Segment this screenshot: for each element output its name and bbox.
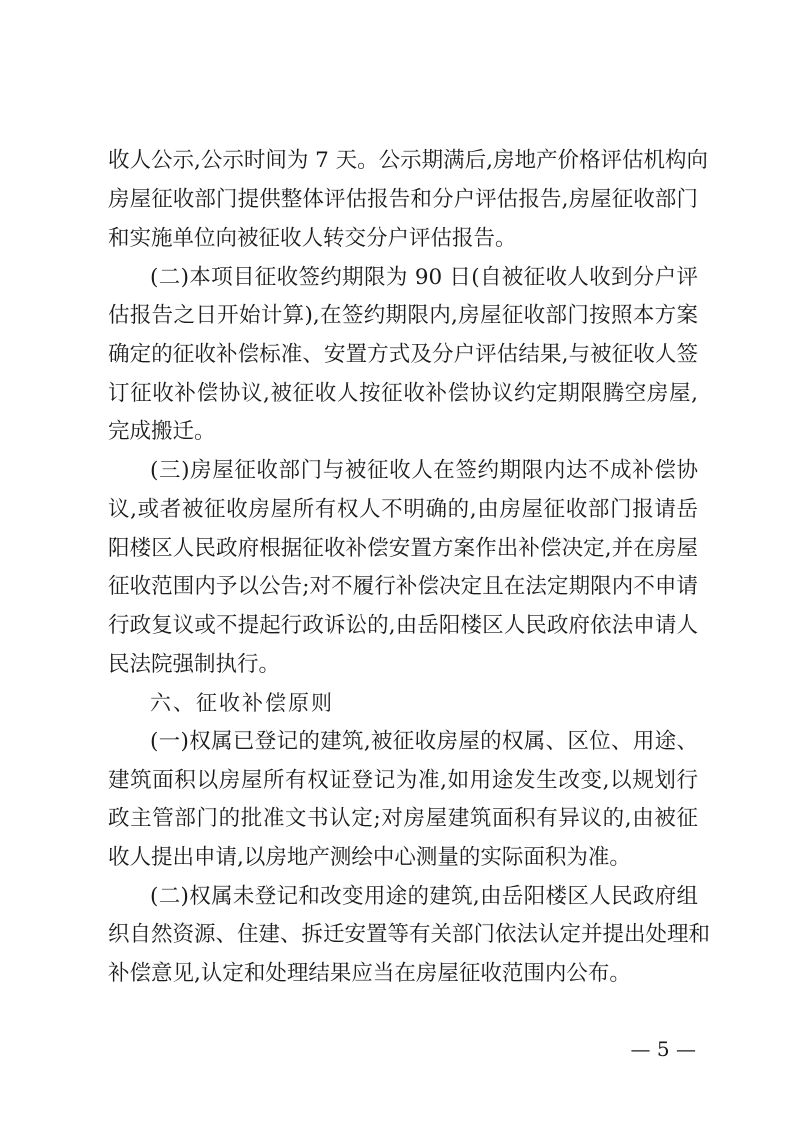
text-line-2: 房屋征收部门提供整体评估报告和分户评估报告,房屋征收部门 bbox=[108, 187, 698, 212]
section-heading: 六、征收补偿原则 bbox=[150, 691, 334, 715]
text-line-10: 议,或者被征收房屋所有权人不明确的,由房屋征收部门报请岳 bbox=[108, 497, 698, 522]
text-line-20: (二)权属未登记和改变用途的建筑,由岳阳楼区人民政府组 bbox=[150, 884, 698, 909]
text-line-16: (一)权属已登记的建筑,被征收房屋的权属、区位、用途、 bbox=[150, 729, 698, 754]
text-line-7: 订征收补偿协议,被征收人按征收补偿协议约定期限腾空房屋, bbox=[108, 381, 698, 406]
text-line-18: 政主管部门的批准文书认定;对房屋建筑面积有异议的,由被征 bbox=[108, 806, 698, 831]
page-number: — 5 — bbox=[630, 1037, 696, 1061]
text-line-8: 完成搬迁。 bbox=[108, 419, 216, 444]
text-line-9: (三)房屋征收部门与被征收人在签约期限内达不成补偿协 bbox=[150, 458, 698, 483]
text-line-12: 征收范围内予以公告;对不履行补偿决定且在法定期限内不申请 bbox=[108, 574, 698, 599]
text-line-3: 和实施单位向被征收人转交分户评估报告。 bbox=[108, 226, 517, 251]
text-line-19: 收人提出申请,以房地产测绘中心测量的实际面积为准。 bbox=[108, 845, 631, 870]
text-line-1: 收人公示,公示时间为 7 天。公示期满后,房地产价格评估机构向 bbox=[108, 148, 709, 173]
text-line-21: 织自然资源、住建、拆迁安置等有关部门依法认定并提出处理和 bbox=[108, 922, 711, 947]
text-line-13: 行政复议或不提起行政诉讼的,由岳阳楼区人民政府依法申请人 bbox=[108, 613, 698, 638]
text-line-22: 补偿意见,认定和处理结果应当在房屋征收范围内公布。 bbox=[108, 961, 631, 986]
text-line-17: 建筑面积以房屋所有权证登记为准,如用途发生改变,以规划行 bbox=[108, 768, 698, 793]
text-line-14: 民法院强制执行。 bbox=[108, 652, 281, 677]
text-line-6: 确定的征收补偿标准、安置方式及分户评估结果,与被征收人签 bbox=[108, 342, 698, 367]
text-line-4: (二)本项目征收签约期限为 90 日(自被征收人收到分户评 bbox=[150, 265, 698, 290]
text-line-5: 估报告之日开始计算),在签约期限内,房屋征收部门按照本方案 bbox=[108, 303, 698, 328]
text-line-11: 阳楼区人民政府根据征收补偿安置方案作出补偿决定,并在房屋 bbox=[108, 536, 698, 561]
